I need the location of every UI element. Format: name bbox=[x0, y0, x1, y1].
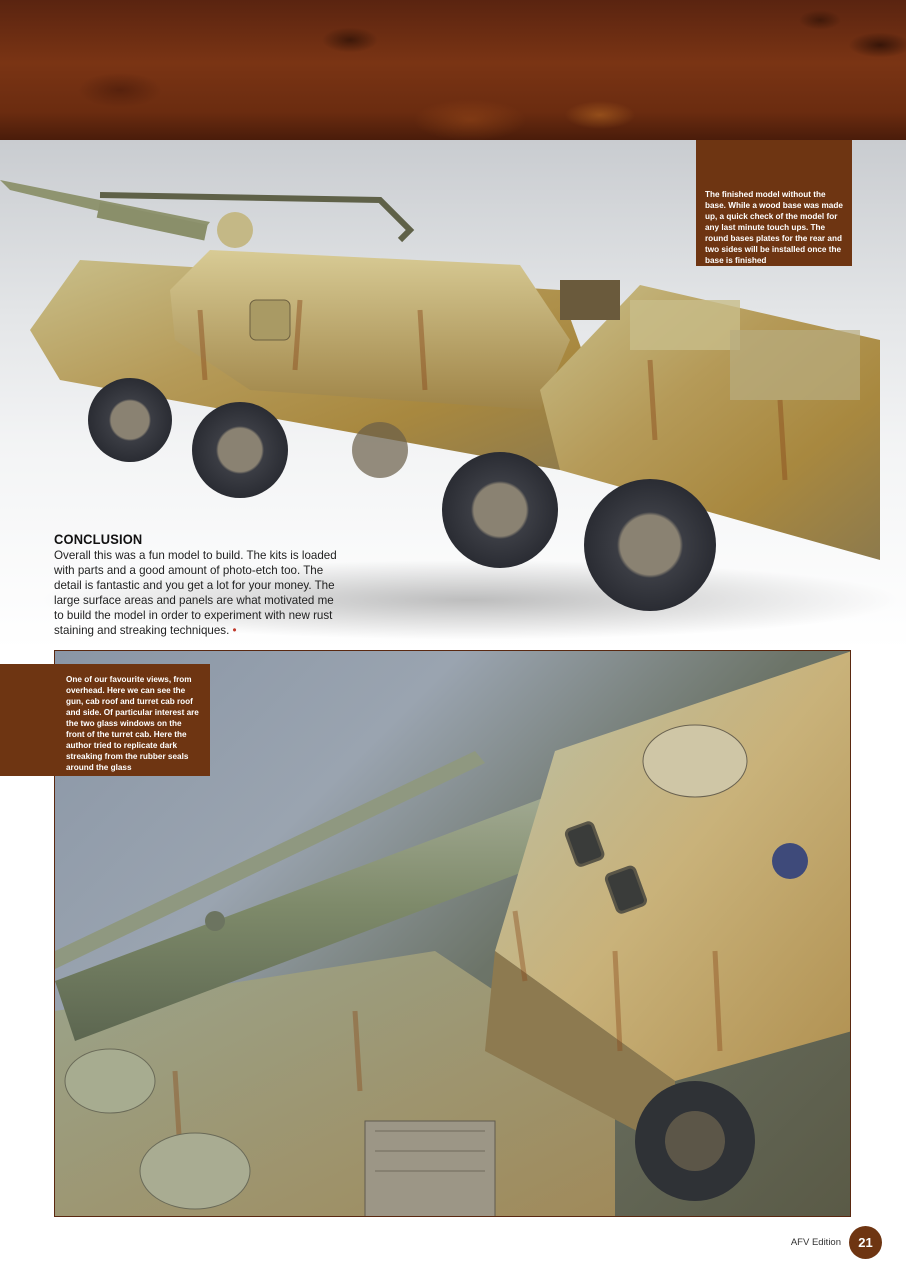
caption-bottom-text: One of our favourite views, from overhead. Here we can see the gun, cab roof and turret cab roof and side. Of particular interest are the two glass windows on the front of the turret cab. Here the author tried to replicate dark streaking from the rubber seals around the glass bbox=[66, 675, 199, 772]
conclusion-text: Overall this was a fun model to build. The kits is loaded with parts and a good amount of photo-etch too. The detail is fantastic and you get a lot for your money. The large surface areas and panels are what motivated me to build the model in order to experiment with new rust staining and streaking techniques. bbox=[54, 549, 337, 637]
caption-overhead-view bbox=[0, 664, 210, 776]
edition-label: AFV Edition bbox=[790, 1236, 841, 1248]
conclusion-body bbox=[54, 548, 339, 638]
caption-finished-model bbox=[696, 140, 852, 266]
page-footer bbox=[791, 1226, 882, 1258]
end-mark-bullet: • bbox=[232, 624, 237, 637]
conclusion-section bbox=[54, 531, 339, 638]
caption-top-text: The finished model without the base. While a wood base was made up, a quick check of the model for any last minute touch ups. The round bases plates for the rear and two sides will be installed once the base is finished bbox=[705, 190, 843, 265]
conclusion-heading: CONCLUSION bbox=[54, 531, 143, 547]
page-number-badge: 21 bbox=[849, 1226, 882, 1259]
rust-texture-header bbox=[0, 0, 906, 140]
